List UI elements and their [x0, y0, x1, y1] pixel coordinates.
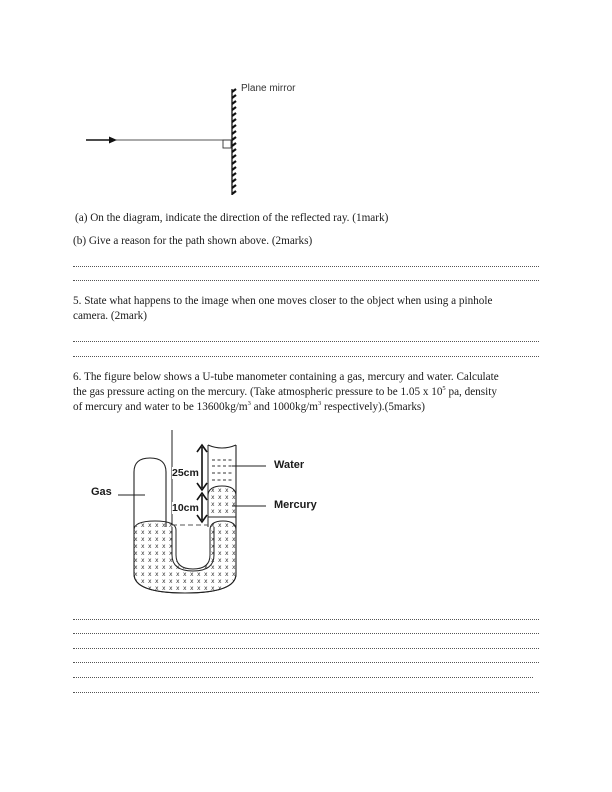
question-4a-text: (a) On the diagram, indicate the direction of the reflected ray. (1mark) — [75, 212, 389, 224]
label-25cm: 25cm — [172, 467, 199, 479]
cubed-1: 3 — [247, 400, 251, 407]
question-6-line-3 — [73, 400, 425, 415]
answer-line-6-6[interactable] — [73, 692, 539, 693]
answer-line-4-1[interactable] — [73, 266, 539, 267]
answer-line-5-1[interactable] — [73, 341, 539, 342]
question-5-line-1: 5. State what happens to the image when one moves closer to the object when using a pinhole — [73, 295, 493, 307]
question-6-line-3-a: of mercury and water to be 13600kg/m — [73, 401, 248, 413]
answer-line-5-2[interactable] — [73, 356, 539, 357]
answer-line-6-1[interactable] — [73, 619, 539, 620]
question-6-line-3-b: and 1000kg/m — [250, 401, 318, 413]
label-water: Water — [274, 459, 305, 471]
question-5-line-2: camera. (2mark) — [73, 310, 147, 322]
cubed-2: 3 — [317, 400, 322, 407]
exponent-5: 5 — [442, 385, 446, 392]
u-tube-manometer-diagram — [0, 430, 612, 610]
question-6-line-2 — [73, 385, 497, 400]
question-6-line-2-b: pa, density — [445, 386, 497, 398]
answer-line-4-2[interactable] — [73, 280, 539, 281]
question-6-line-1: 6. The figure below shows a U-tube manometer containing a gas, mercury and water. Calculate — [73, 371, 499, 383]
mirror-label: Plane mirror — [241, 83, 296, 94]
question-4b-text: (b) Give a reason for the path shown above. (2marks) — [73, 235, 313, 247]
plane-mirror-diagram — [0, 0, 612, 200]
answer-line-6-5[interactable] — [73, 677, 533, 678]
manometer-drawing — [0, 430, 612, 610]
mirror-ray-drawing — [0, 0, 612, 200]
label-10cm: 10cm — [172, 502, 199, 514]
answer-line-6-3[interactable] — [73, 648, 539, 649]
label-gas: Gas — [91, 486, 112, 498]
question-6-line-2-a: the gas pressure acting on the mercury. (Take atmospheric pressure to be 1.05 x 10 — [73, 386, 443, 398]
answer-line-6-4[interactable] — [73, 662, 539, 663]
answer-line-6-2[interactable] — [73, 633, 539, 634]
question-6-line-3-c: respectively).(5marks) — [321, 401, 425, 413]
label-mercury: Mercury — [274, 499, 317, 511]
